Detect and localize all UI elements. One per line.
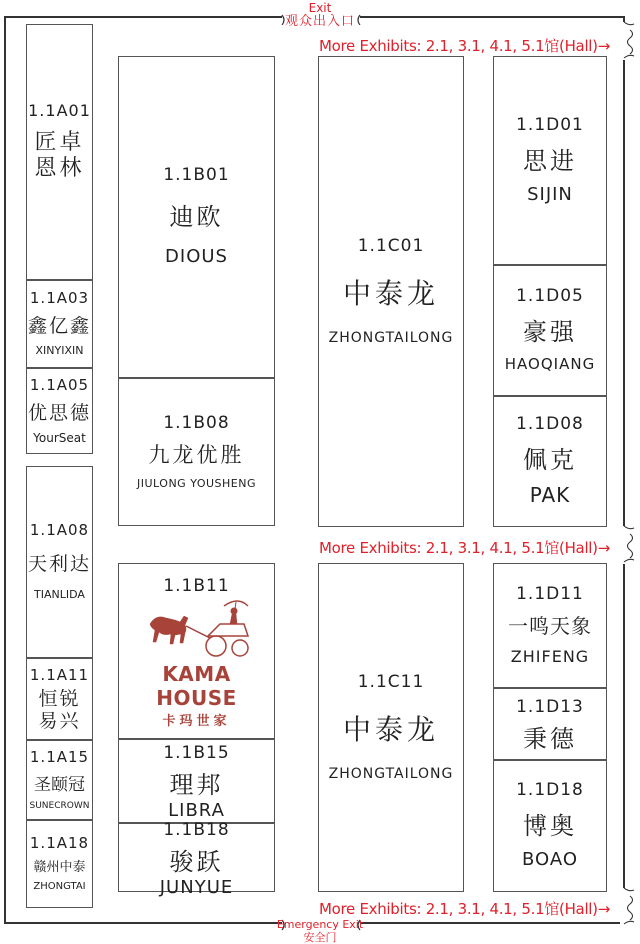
booth-name-en: ZHIFENG — [510, 646, 590, 666]
booth-name-cn: 中泰龙 — [342, 276, 439, 310]
right-exit-door-icon-3 — [622, 886, 636, 928]
booth-name-cn: 赣州中泰 — [33, 860, 86, 875]
booth-name-en: ZHONGTAI — [33, 881, 86, 892]
booth-d13[interactable] — [493, 688, 607, 760]
booth-b18[interactable] — [118, 819, 275, 898]
right-exit-door-icon-1 — [622, 20, 636, 62]
booth-d11[interactable] — [493, 563, 607, 688]
booth-d05[interactable] — [493, 265, 607, 396]
booth-code: 1.1D05 — [516, 286, 584, 306]
booth-b15[interactable] — [118, 739, 275, 823]
booth-code: 1.1D18 — [516, 780, 584, 800]
booth-name-cn: 迪欧 — [169, 203, 224, 231]
booth-code: 1.1A15 — [29, 747, 90, 766]
top-exit-label — [270, 2, 370, 28]
booth-code: 1.1C11 — [357, 671, 425, 692]
booth-code: 1.1D11 — [516, 583, 584, 604]
booth-name-en: HAOQIANG — [504, 355, 596, 373]
more-exhibits-link-top[interactable]: More Exhibits: 2.1, 3.1, 4.1, 5.1馆(Hall)→ — [319, 37, 610, 55]
booth-name-cn: 佩克 — [523, 446, 577, 474]
booth-name-en: XINYIXIN — [35, 344, 84, 357]
booth-a05[interactable] — [26, 368, 93, 454]
right-exit-door-icon-2 — [622, 524, 636, 566]
booth-code: 1.1A11 — [29, 666, 90, 684]
booth-a11[interactable] — [26, 658, 93, 740]
bottom-exit-en: Emergency Exit — [276, 918, 364, 931]
booth-name-cn: 鑫亿鑫 — [27, 315, 91, 337]
booth-name-cn: 骏跃 — [169, 847, 224, 876]
booth-name-en: DIOUS — [165, 246, 228, 267]
booth-name-cn: 思进 — [523, 146, 577, 175]
booth-name-en: YourSeat — [33, 430, 86, 445]
booth-name-en: ZHONGTAILONG — [328, 765, 454, 782]
booth-code: 1.1A03 — [29, 289, 90, 307]
booth-d08[interactable] — [493, 396, 607, 527]
booth-name-en: PAK — [529, 483, 571, 507]
booth-code: 1.1B11 — [163, 576, 230, 596]
booth-code: 1.1C01 — [357, 235, 425, 256]
booth-d18[interactable] — [493, 760, 607, 892]
bottom-exit-label — [260, 918, 380, 944]
booth-name-cn: 九龙优胜 — [148, 442, 245, 467]
booth-name-cn: 优思德 — [27, 401, 91, 424]
booth-name-en: ZHONGTAILONG — [328, 329, 454, 346]
booth-code: 1.1A05 — [29, 375, 90, 394]
booth-a15[interactable] — [26, 740, 93, 820]
booth-name-cn: 中泰龙 — [342, 712, 439, 746]
booth-code: 1.1D08 — [516, 414, 584, 434]
booth-name-en: BOAO — [521, 849, 579, 870]
booth-name-en: LIBRA — [168, 800, 225, 821]
kama-house-logo-text: KAMA HOUSE — [156, 662, 237, 710]
more-exhibits-link-bottom[interactable]: More Exhibits: 2.1, 3.1, 4.1, 5.1馆(Hall)→ — [319, 900, 610, 918]
booth-code: 1.1D01 — [516, 114, 584, 135]
booth-name-cn: 天利达 — [27, 553, 91, 575]
top-exit-cn: 观众出入口 — [284, 14, 355, 29]
horse-carriage-logo-icon — [142, 598, 252, 660]
booth-code: 1.1D13 — [516, 696, 584, 717]
booth-b11[interactable] — [118, 563, 275, 739]
booth-code: 1.1B15 — [163, 743, 230, 763]
booth-name-en: JUNYUE — [159, 876, 234, 898]
booth-name-cn: 圣颐冠 — [34, 774, 85, 795]
booth-c11[interactable] — [318, 563, 464, 892]
booth-a03[interactable] — [26, 280, 93, 368]
booth-b08[interactable] — [118, 378, 275, 526]
booth-name-en: SIJIN — [527, 183, 573, 205]
booth-code: 1.1B08 — [163, 412, 230, 433]
booth-name-cn: 恒锐 易兴 — [38, 688, 81, 732]
booth-name-cn: 博奥 — [523, 812, 577, 840]
booth-name-en: SUNECROWN — [29, 800, 90, 811]
booth-d01[interactable] — [493, 56, 607, 265]
booth-code: 1.1A01 — [28, 101, 91, 120]
booth-a18[interactable] — [26, 820, 93, 908]
booth-code: 1.1A08 — [29, 521, 90, 539]
booth-a01[interactable] — [26, 24, 93, 280]
booth-name-cn: 秉德 — [523, 724, 577, 753]
booth-a08[interactable] — [26, 466, 93, 658]
kama-house-logo-cn: 卡玛世家 — [162, 714, 231, 729]
more-exhibits-link-middle[interactable]: More Exhibits: 2.1, 3.1, 4.1, 5.1馆(Hall)→ — [319, 539, 610, 557]
booth-name-cn: 一鸣天象 — [508, 613, 592, 638]
top-exit-en: Exit — [308, 1, 332, 15]
booth-name-cn: 匠卓 恩林 — [34, 130, 85, 181]
booth-name-cn: 理邦 — [169, 771, 224, 799]
booth-name-cn: 豪强 — [523, 318, 577, 346]
booth-c01[interactable] — [318, 56, 464, 527]
booth-name-en: JIULONG YOUSHENG — [137, 476, 256, 490]
booth-b01[interactable] — [118, 56, 275, 378]
bottom-exit-cn: 安全门 — [303, 931, 337, 944]
booth-code: 1.1B18 — [163, 819, 230, 840]
booth-name-en: TIANLIDA — [34, 588, 85, 601]
booth-code: 1.1B01 — [163, 165, 230, 185]
booth-code: 1.1A18 — [29, 834, 90, 852]
